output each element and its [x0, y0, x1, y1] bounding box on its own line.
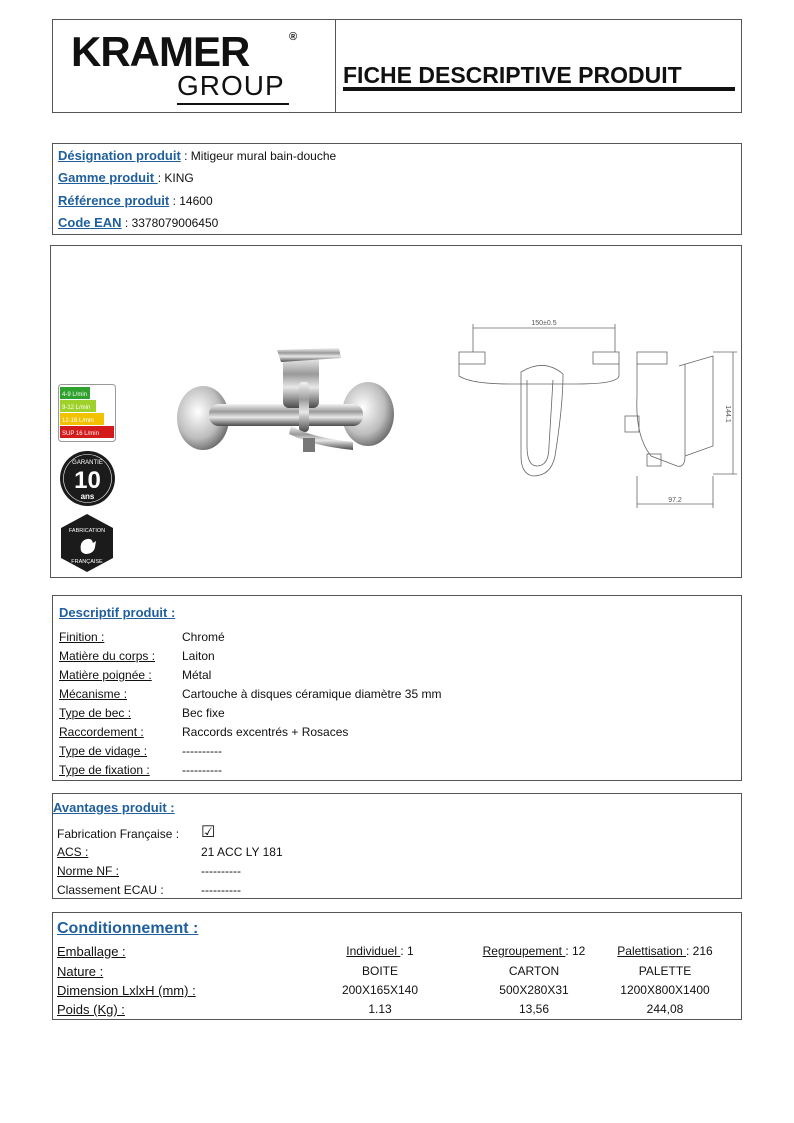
conditionnement-cell: 13,56: [518, 1002, 550, 1016]
header-box: [52, 19, 742, 113]
avantages-key: ACS :: [57, 845, 89, 859]
reference-value: : 14600: [169, 194, 213, 208]
descriptif-key: Raccordement :: [59, 725, 144, 739]
designation-label: Désignation produit: [58, 148, 181, 163]
water-flow-label-icon: [58, 384, 116, 442]
avantages-value: 21 ACC LY 181: [201, 845, 283, 859]
avantages-box: [52, 793, 742, 899]
conditionnement-cell: CARTON: [508, 964, 560, 978]
palettisation-cell: [600, 944, 730, 958]
conditionnement-cell: 1200X800X1400: [620, 983, 710, 997]
guarantee-top-text: GARANTIE: [72, 460, 103, 466]
technical-drawing: [451, 316, 741, 516]
avantages-value: ----------: [201, 864, 241, 878]
avantages-key: Classement ECAU :: [57, 883, 164, 897]
dim-depth-label: 97.2: [668, 497, 682, 504]
conditionnement-cell: 500X280X31: [499, 983, 569, 997]
ean-row: [58, 215, 218, 230]
product-identity-box: [52, 143, 742, 235]
avantages-value: ----------: [201, 883, 241, 897]
logo-group: GROUP: [177, 70, 285, 101]
avantages-key: Fabrication Française :: [57, 827, 180, 841]
conditionnement-key: Nature :: [57, 964, 104, 979]
fabrication-francaise-icon: [59, 513, 115, 573]
document-title: FICHE DESCRIPTIVE PRODUIT: [343, 62, 682, 88]
ean-value: : 3378079006450: [121, 216, 219, 230]
mixer-product-photo: [173, 342, 403, 462]
ean-label: Code EAN: [58, 215, 122, 230]
conditionnement-key: Dimension LxlxH (mm) :: [57, 983, 196, 998]
dim-height-label: 144.1: [724, 405, 731, 423]
gamme-value: : KING: [157, 171, 194, 185]
avantages-key: Norme NF :: [57, 864, 120, 878]
descriptif-key: Type de fixation :: [59, 763, 150, 777]
regroupement-value: : 12: [565, 944, 586, 958]
descriptif-value: ----------: [182, 744, 222, 758]
descriptif-key: Finition :: [59, 630, 105, 644]
designation-row: [58, 148, 336, 163]
regroupement-label: Regroupement: [482, 944, 566, 958]
checkbox-checked-icon: ☑: [201, 824, 216, 841]
conditionnement-cell: 1.13: [368, 1002, 392, 1016]
reference-row: [58, 193, 213, 208]
regroupement-cell: [469, 944, 599, 958]
conditionnement-cell: 200X165X140: [341, 983, 419, 997]
conditionnement-cell: 244,08: [646, 1002, 684, 1016]
descriptif-value: Raccords excentrés + Rosaces: [182, 725, 349, 739]
dim-width-label: 150±0.5: [531, 320, 557, 327]
descriptif-box: [52, 595, 742, 781]
descriptif-value: Bec fixe: [182, 706, 225, 720]
designation-value: : Mitigeur mural bain-douche: [180, 149, 337, 163]
conditionnement-cell: PALETTE: [638, 964, 692, 978]
logo-underline: [177, 103, 289, 105]
conditionnement-cell: BOITE: [361, 964, 398, 978]
guarantee-10-years-icon: [59, 450, 116, 507]
descriptif-value: ----------: [182, 763, 222, 777]
energy-label-3: 12-16 L/min: [62, 418, 94, 424]
gamme-label: Gamme produit: [58, 170, 158, 185]
avantages-title: Avantages produit :: [53, 800, 175, 815]
descriptif-key: Type de vidage :: [59, 744, 148, 758]
title-underline: [343, 87, 735, 91]
product-image-box: [50, 245, 742, 578]
reference-label: Référence produit: [58, 193, 170, 208]
palettisation-value: : 216: [686, 944, 713, 958]
guarantee-unit: ans: [80, 492, 95, 501]
descriptif-value: Laiton: [182, 649, 215, 663]
descriptif-key: Mécanisme :: [59, 687, 128, 701]
conditionnement-box: [52, 912, 742, 1020]
conditionnement-title: Conditionnement :: [57, 920, 199, 937]
descriptif-title: Descriptif produit :: [59, 605, 176, 620]
descriptif-value: Chromé: [182, 630, 225, 644]
header-divider: [335, 20, 336, 112]
conditionnement-key: Poids (Kg) :: [57, 1002, 125, 1017]
guarantee-number: 10: [74, 467, 101, 494]
emballage-label: Emballage :: [57, 944, 126, 959]
descriptif-key: Matière poignée :: [59, 668, 152, 682]
descriptif-value: Cartouche à disques céramique diamètre 35 mm: [182, 687, 442, 701]
descriptif-key: Matière du corps :: [59, 649, 156, 663]
individuel-label: Individuel: [346, 944, 401, 958]
energy-label-2: 9-12 L/min: [62, 405, 91, 411]
descriptif-value: Métal: [182, 668, 212, 682]
logo-kramer: KRAMER: [71, 28, 250, 75]
energy-label-4: SUP 16 L/min: [62, 431, 99, 437]
logo-registered-mark: ®: [289, 31, 298, 43]
fab-bottom-text: FRANÇAISE: [71, 559, 103, 565]
descriptif-key: Type de bec :: [59, 706, 132, 720]
energy-label-1: 4-9 L/min: [62, 392, 88, 398]
palettisation-label: Palettisation: [617, 944, 686, 958]
individuel-value: : 1: [400, 944, 414, 958]
individuel-cell: [315, 944, 445, 958]
gamme-row: [58, 170, 194, 185]
fab-top-text: FABRICATION: [68, 528, 106, 534]
